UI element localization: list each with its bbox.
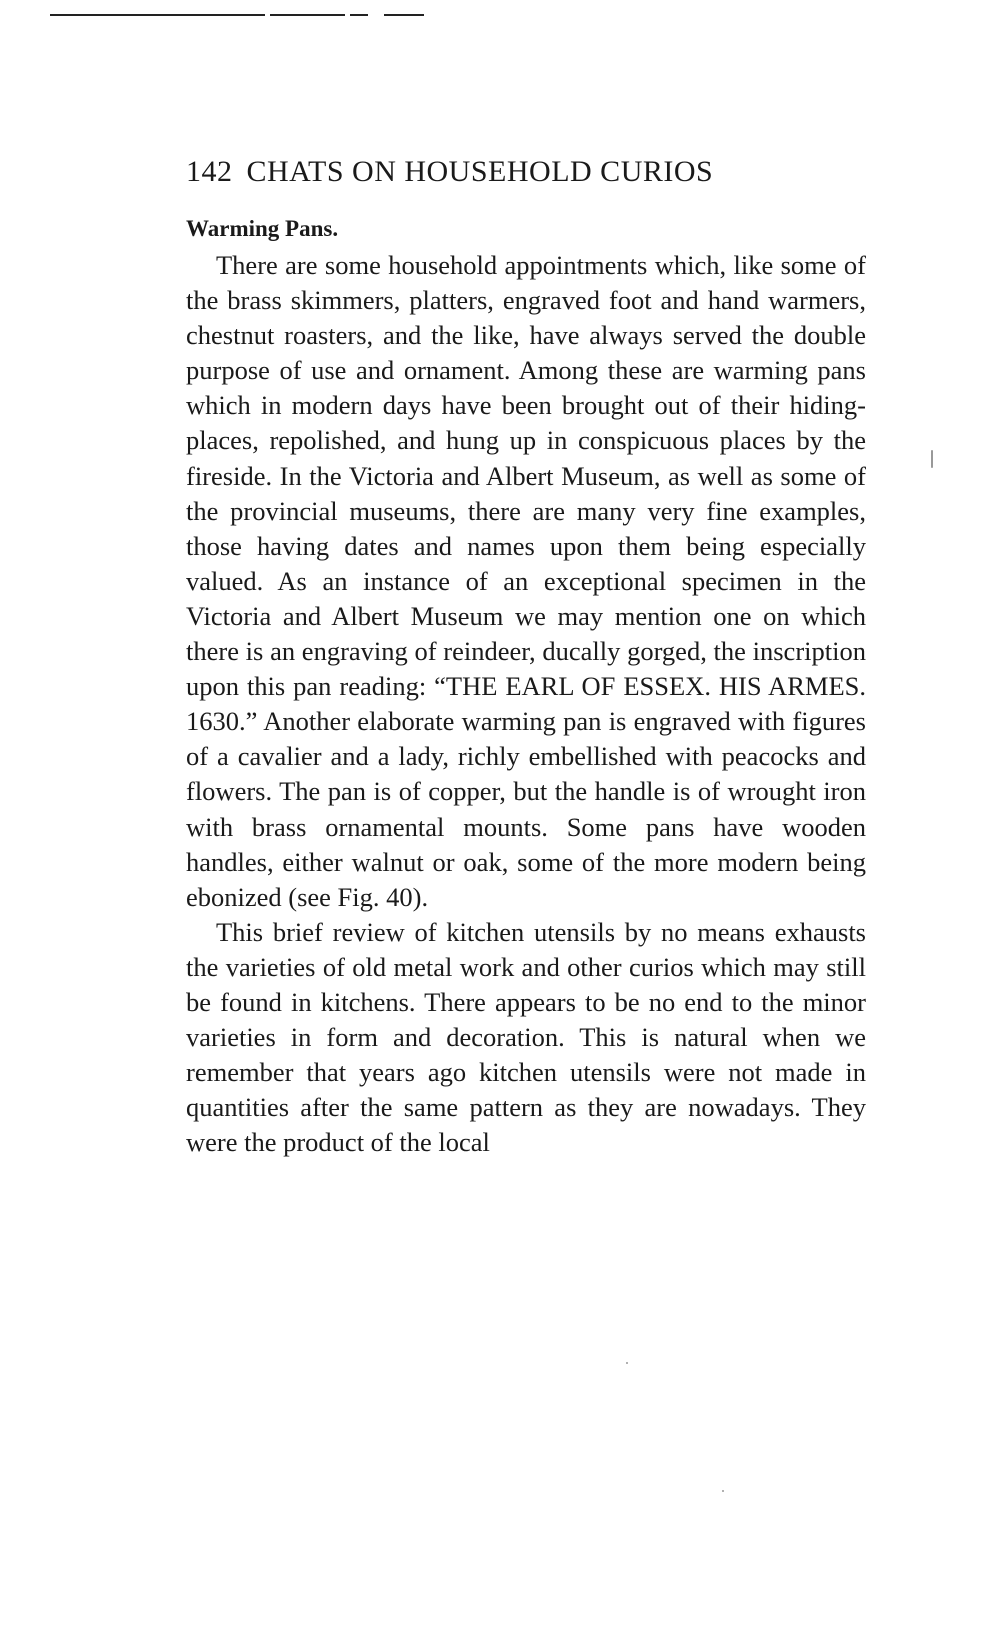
running-head-title: CHATS ON HOUSEHOLD CURIOS (246, 155, 714, 188)
scan-speck (931, 450, 933, 468)
book-page (186, 152, 866, 1160)
scan-speck (722, 1490, 724, 1492)
section-title: Warming Pans. (186, 216, 339, 241)
top-rule-segment (350, 14, 368, 16)
top-rule-segment (270, 14, 345, 16)
paragraph: This brief review of kitchen utensils by no means exhausts the varieties of old metal work and other curios which may still be found in kitchens. There appears to be no end to the minor varieties in form and decoration. This is natural when we remember that years ago kitchen utensils were not made in quantities after the same pattern as they are nowadays. They were the product of the local (186, 916, 866, 1158)
top-rule-segment (384, 14, 424, 16)
top-rule-segment (50, 14, 265, 16)
paragraph: There are some household appointments which, like some of the brass skimmers, platters, engraved foot and hand warmers, chestnut roasters, and the like, have always served the double purpose of use and ornament. Among these are warming pans which in modern days have been brought out of their hiding-places, repolished, and hung up in conspicuous places by the fireside. In the Victoria and Albert Museum, as well as some of the provincial museums, there are many very fine examples, those having dates and names upon them being especially valued. As an instance of an exceptional specimen in the Victoria and Albert Museum we may mention one on which there is an engraving of reindeer, ducally gorged, the inscription upon this pan reading: “THE EARL OF ESSEX. HIS ARMES. 1630.” Another elaborate warming pan is engraved with figures of a cavalier and a lady, richly embellished with peacocks and flowers. The pan is of copper, but the handle is of wrought iron with brass ornamental mounts. Some pans have wooden handles, either walnut or oak, some of the more modern being ebonized (see Fig. 40). (186, 250, 866, 912)
scan-speck (626, 1362, 628, 1364)
page-number: 142 (186, 155, 233, 188)
running-header (186, 152, 866, 192)
